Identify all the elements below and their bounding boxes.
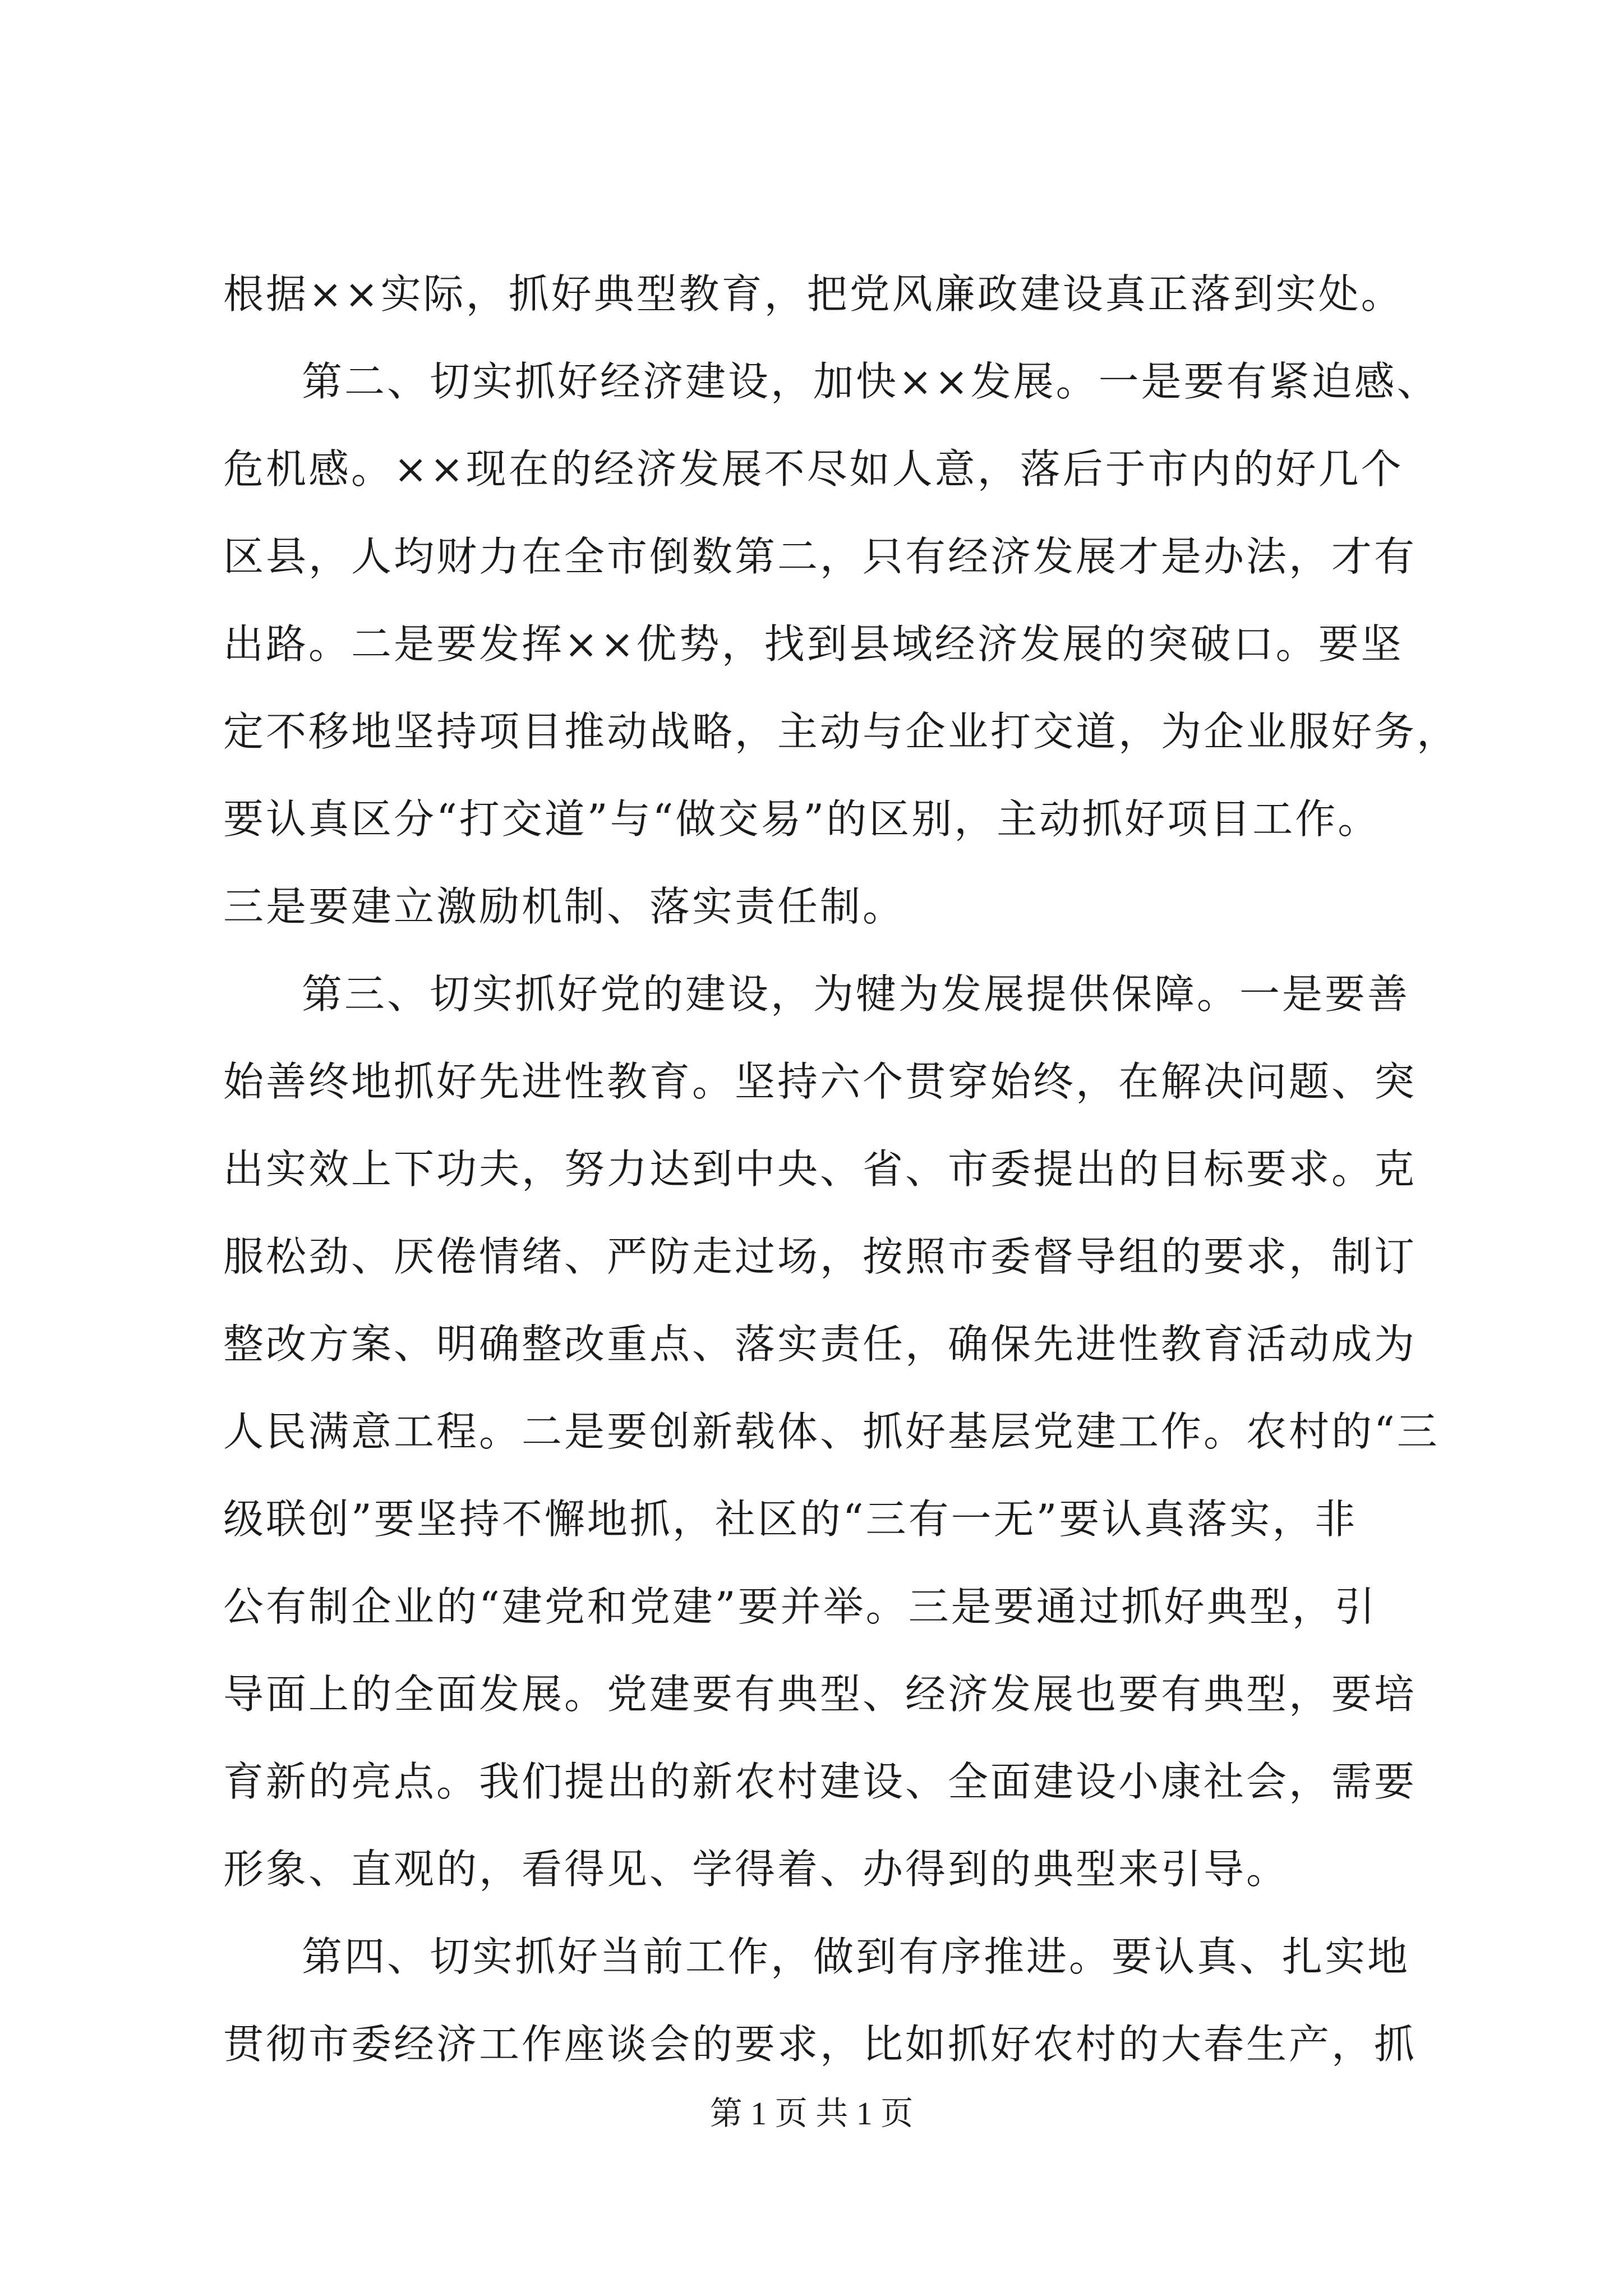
text-line: 要认真区分“打交道”与“做交易”的区别，主动抓好项目工作。 bbox=[223, 795, 1381, 843]
text-line: 导面上的全面发展。党建要有典型、经济发展也要有典型，要培 bbox=[223, 1671, 1417, 1718]
page-number-footer: 第 1 页 共 1 页 bbox=[709, 2095, 914, 2132]
text-line: 育新的亮点。我们提出的新农村建设、全面建设小康社会，需要 bbox=[223, 1758, 1417, 1805]
text-line: 出实效上下功夫，努力达到中央、省、市委提出的目标要求。克 bbox=[223, 1145, 1417, 1193]
text-line: 整改方案、明确整改重点、落实责任，确保先进性教育活动成为 bbox=[223, 1320, 1417, 1368]
text-line: 人民满意工程。二是要创新载体、抓好基层党建工作。农村的“三 bbox=[223, 1408, 1440, 1455]
text-line: 贯彻市委经济工作座谈会的要求，比如抓好农村的大春生产，抓 bbox=[223, 2021, 1417, 2068]
text-line: 第三、切实抓好党的建设，为犍为发展提供保障。一是要善 bbox=[302, 970, 1410, 1018]
text-line: 出路。二是要发挥××优势，找到县域经济发展的突破口。要坚 bbox=[223, 620, 1404, 668]
text-line: 始善终地抓好先进性教育。坚持六个贯穿始终，在解决问题、突 bbox=[223, 1058, 1417, 1105]
text-line: 形象、直观的，看得见、学得着、办得到的典型来引导。 bbox=[223, 1846, 1289, 1893]
text-line: 公有制企业的“建党和党建”要并举。三是要通过抓好典型，引 bbox=[223, 1583, 1377, 1630]
text-line: 级联创”要坚持不懈地抓，社区的“三有一无”要认真落实，非 bbox=[223, 1496, 1358, 1543]
text-line: 三是要建立激励机制、落实责任制。 bbox=[223, 883, 906, 930]
text-line: 第二、切实抓好经济建设，加快××发展。一是要有紧迫感、 bbox=[302, 358, 1440, 405]
text-line: 定不移地坚持项目推动战略，主动与企业打交道，为企业服好务， bbox=[223, 708, 1460, 755]
text-line: 服松劲、厌倦情绪、严防走过场，按照市委督导组的要求，制订 bbox=[223, 1233, 1417, 1280]
text-line: 区县，人均财力在全市倒数第二，只有经济发展才是办法，才有 bbox=[223, 533, 1417, 580]
text-line: 危机感。××现在的经济发展不尽如人意，落后于市内的好几个 bbox=[223, 445, 1404, 493]
text-line: 第四、切实抓好当前工作，做到有序推进。要认真、扎实地 bbox=[302, 1933, 1410, 1980]
text-line: 根据××实际，抓好典型教育，把党风廉政建设真正落到实处。 bbox=[223, 270, 1404, 318]
